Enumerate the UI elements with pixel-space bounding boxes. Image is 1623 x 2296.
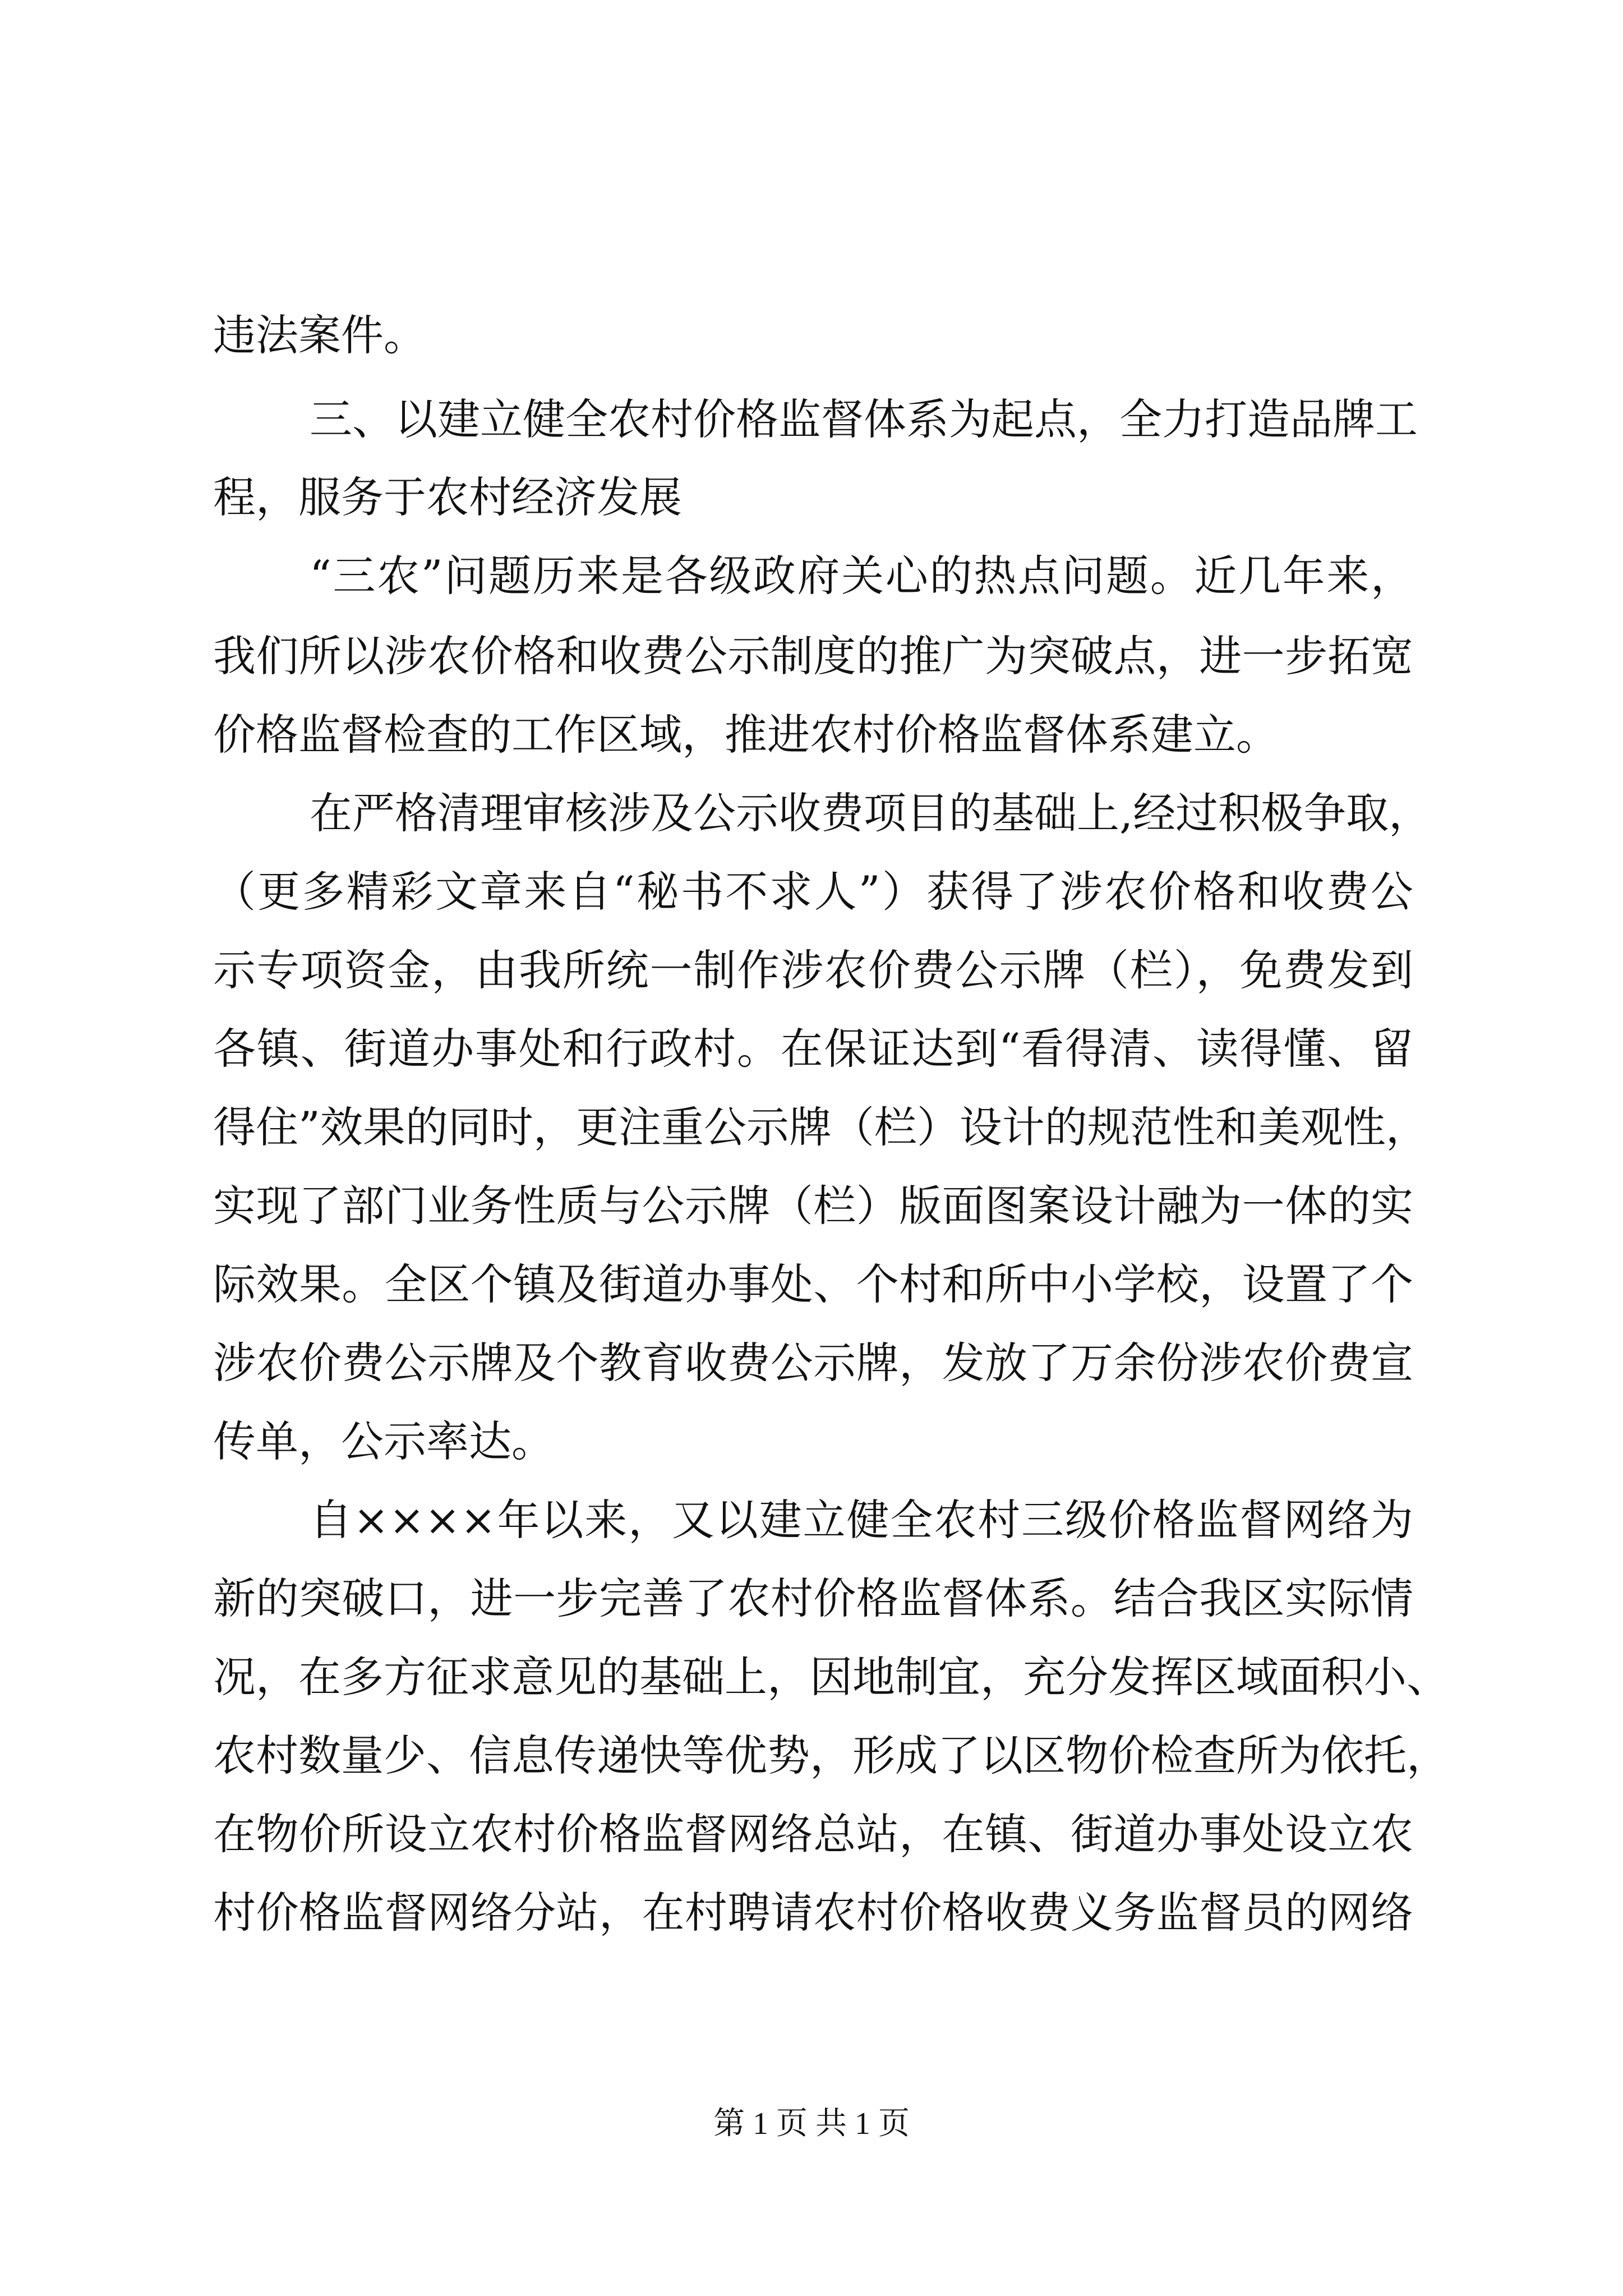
text-line: 新的突破口，进一步完善了农村价格监督体系。结合我区实际情	[213, 1573, 1413, 1623]
text-line: 得住”效果的同时，更注重公示牌（栏）设计的规范性和美观性，	[213, 1102, 1428, 1152]
text-line: 涉农价费公示牌及个教育收费公示牌，发放了万余份涉农价费宣	[213, 1338, 1413, 1388]
text-line: 自××××年以来，又以建立健全农村三级价格监督网络为	[310, 1495, 1413, 1545]
text-line: “三农”问题历来是各级政府关心的热点问题。近几年来，	[310, 551, 1413, 601]
text-line: 示专项资金，由我所统一制作涉农价费公示牌（栏），免费发到	[213, 945, 1413, 995]
text-line: 我们所以涉农价格和收费公示制度的推广为突破点，进一步拓宽	[213, 631, 1413, 681]
text-line: 实现了部门业务性质与公示牌（栏）版面图案设计融为一体的实	[213, 1181, 1413, 1231]
text-line: 村价格监督网络分站，在村聘请农村价格收费义务监督员的网络	[213, 1888, 1413, 1938]
text-line: 传单，公示率达。	[213, 1416, 554, 1466]
page-number-footer: 第 1 页 共 1 页	[713, 2106, 910, 2141]
section-heading-line: 程，服务于农村经济发展	[213, 472, 682, 522]
text-line: 际效果。全区个镇及街道办事处、个村和所中小学校，设置了个	[213, 1259, 1413, 1309]
text-line: 在严格清理审核涉及公示收费项目的基础上,经过积极争取，	[310, 788, 1432, 838]
text-line: 各镇、街道办事处和行政村。在保证达到“看得清、读得懂、留	[213, 1024, 1413, 1074]
text-line: 在物价所设立农村价格监督网络总站，在镇、街道办事处设立农	[213, 1809, 1413, 1859]
text-line: 价格监督检查的工作区域，推进农村价格监督体系建立。	[213, 710, 1279, 760]
text-line: 违法案件。	[213, 310, 426, 360]
text-line: 况，在多方征求意见的基础上，因地制宜，充分发挥区域面积小、	[213, 1652, 1449, 1702]
text-line: 农村数量少、信息传递快等优势，形成了以区物价检查所为依托，	[213, 1731, 1449, 1780]
section-heading-line: 三、以建立健全农村价格监督体系为起点，全力打造品牌工	[310, 394, 1418, 444]
text-line: （更多精彩文章来自“秘书不求人”）获得了涉农价格和收费公	[213, 867, 1413, 917]
